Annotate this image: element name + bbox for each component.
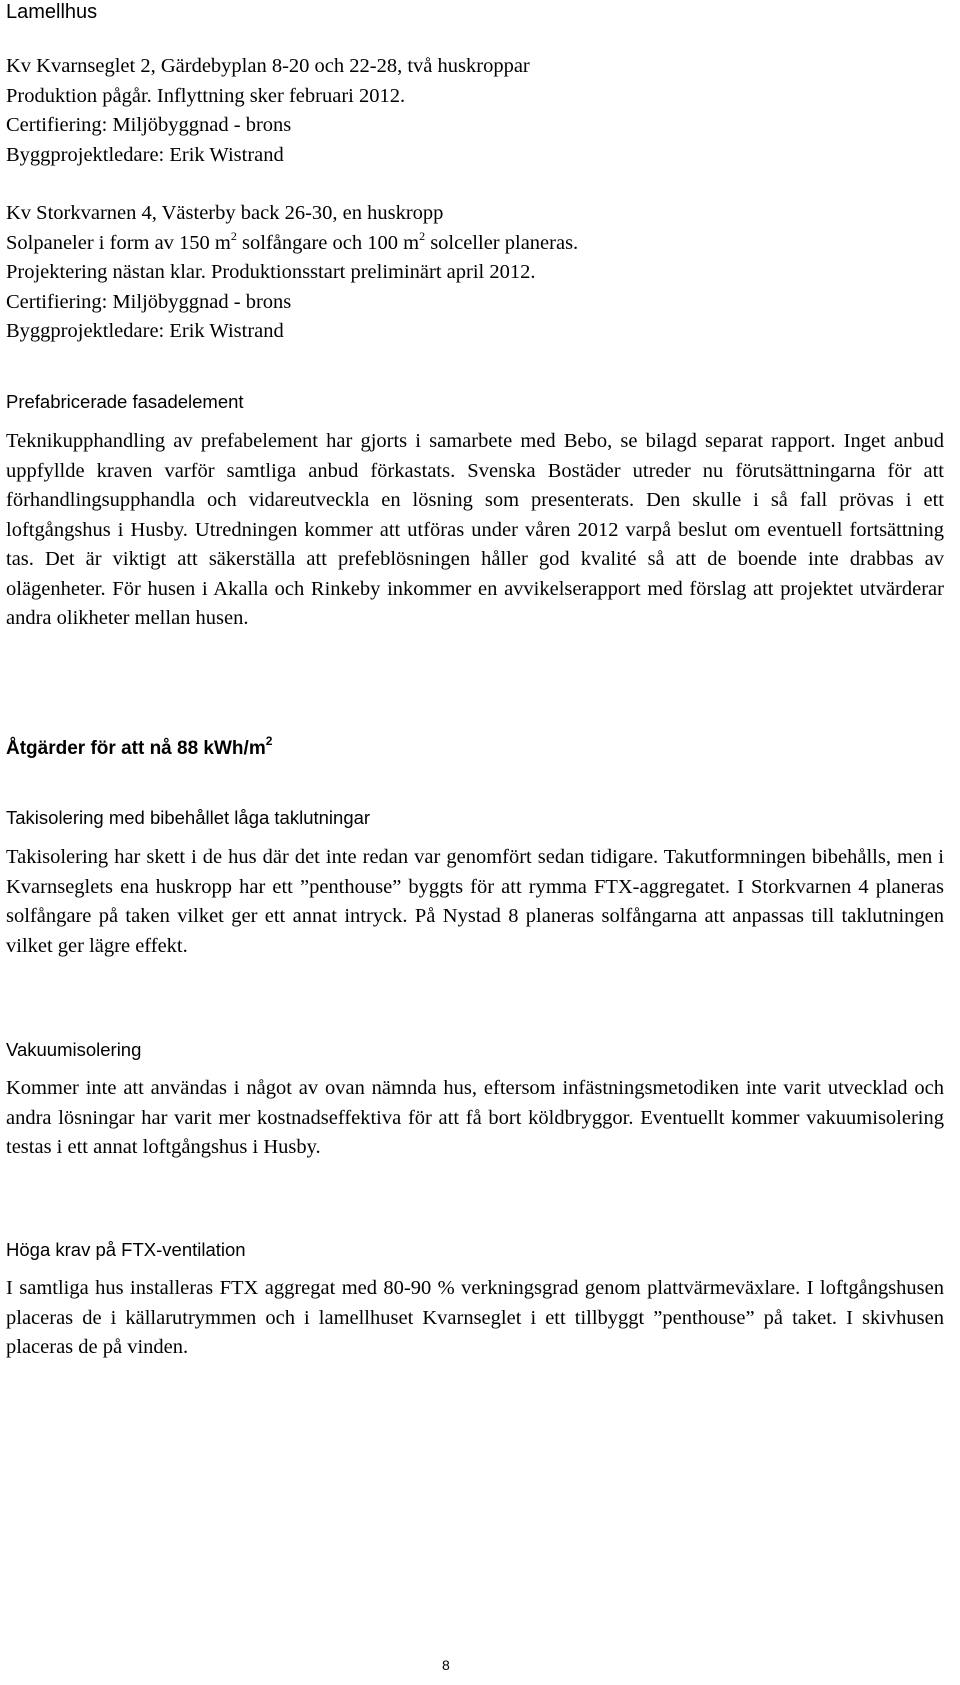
paragraph-vakuumisolering: Kommer inte att användas i något av ovan nämnda hus, eftersom infästningsmetodiken inte varit utvecklad och andra lösningar har varit mer kostnadseffektiva för att få bort köldbryggor. Eventuellt kommer vakuumisolering testas i ett annat loftgångshus i Husby. — [6, 1077, 944, 1158]
heading-takisolering: Takisolering med bibehållet låga taklutningar — [6, 807, 371, 828]
page-number: 8 — [442, 1657, 450, 1673]
kvarnseglet-certification: Certifiering: Miljöbyggnad - brons — [6, 114, 292, 136]
kvarnseglet-production: Produktion pågår. Inflyttning sker februari 2012. — [6, 84, 406, 107]
storkvarnen-solar-panels: Solpaneler i form av 150 $m^2$ solfångare och 100 $m^2$ solceller planeras. — [6, 228, 579, 254]
paragraph-ftx: I samtliga hus installeras FTX aggregat med 80-90 % verkningsgrad genom plattvärmeväxlare. I loftgångshusen placeras de i källarutrymmen och i lamellhuset Kvarnseglet i ett tillbyggt ”penthouse” på taket. I skivhusen placeras de på vinden. — [6, 1277, 944, 1358]
section-label-lamellhus: Lamellhus — [6, 1, 98, 23]
paragraph-prefab: Teknikupphandling av prefabelement har gjorts i samarbete med Bebo, se bilagd separat rapport. Inget anbud uppfyllde kraven varför samtliga anbud förkastats. Svenska Bostäder utreder nu förutsättningarna för att förhandlingsupphandla och vidareutveckla en lösning som presenterats. Den skulle i så fall prövas i ett loftgångshus i Husby. Utredningen kommer att utföras under våren 2012 varpå beslut om eventuell fortsättning tas. Det är viktigt att säkerställa att prefeblösningen håller god kvalité så att de boende inte drabbas av olägenheter. För husen i Akalla och Rinkeby inkommer en avvikelserapport med förslag att projektet utvärderar andra olikheter mellan husen. — [6, 430, 944, 629]
kvarnseglet-project-lead: Byggprojektledare: Erik Wistrand — [6, 143, 284, 166]
paragraph-takisolering: Takisolering har skett i de hus där det inte redan var genomfört sedan tidigare. Takutformningen bibehålls, men i Kvarnseglets ena huskropp har ett ”penthouse” byggts för att rymma FTX-aggregatet. I Storkvarnen 4 planeras solfångare på taken vilket ger ett annat intryck. På Nystad 8 planeras solfångarna att anpassas till taklutningen vilket ger lägre effekt. — [6, 846, 944, 957]
heading-atgarder: Åtgärder för att nå 88 kWh/$m^2$ — [6, 734, 273, 759]
kvarnseglet-info — [6, 52, 944, 170]
storkvarnen-address: Kv Storkvarnen 4, Västerby back 26-30, en huskropp — [6, 202, 444, 224]
heading-ftx: Höga krav på FTX-ventilation — [6, 1239, 246, 1260]
heading-prefab: Prefabricerade fasadelement — [6, 391, 244, 412]
storkvarnen-projecting: Projektering nästan klar. Produktionsstart preliminärt april 2012. — [6, 261, 536, 283]
storkvarnen-certification: Certifiering: Miljöbyggnad - brons — [6, 290, 292, 313]
storkvarnen-project-lead: Byggprojektledare: Erik Wistrand — [6, 320, 284, 342]
heading-vakuumisolering: Vakuumisolering — [6, 1039, 142, 1060]
kvarnseglet-address: Kv Kvarnseglet 2, Gärdebyplan 8-20 och 22-28, två huskroppar — [6, 55, 530, 77]
storkvarnen-info — [6, 199, 944, 347]
